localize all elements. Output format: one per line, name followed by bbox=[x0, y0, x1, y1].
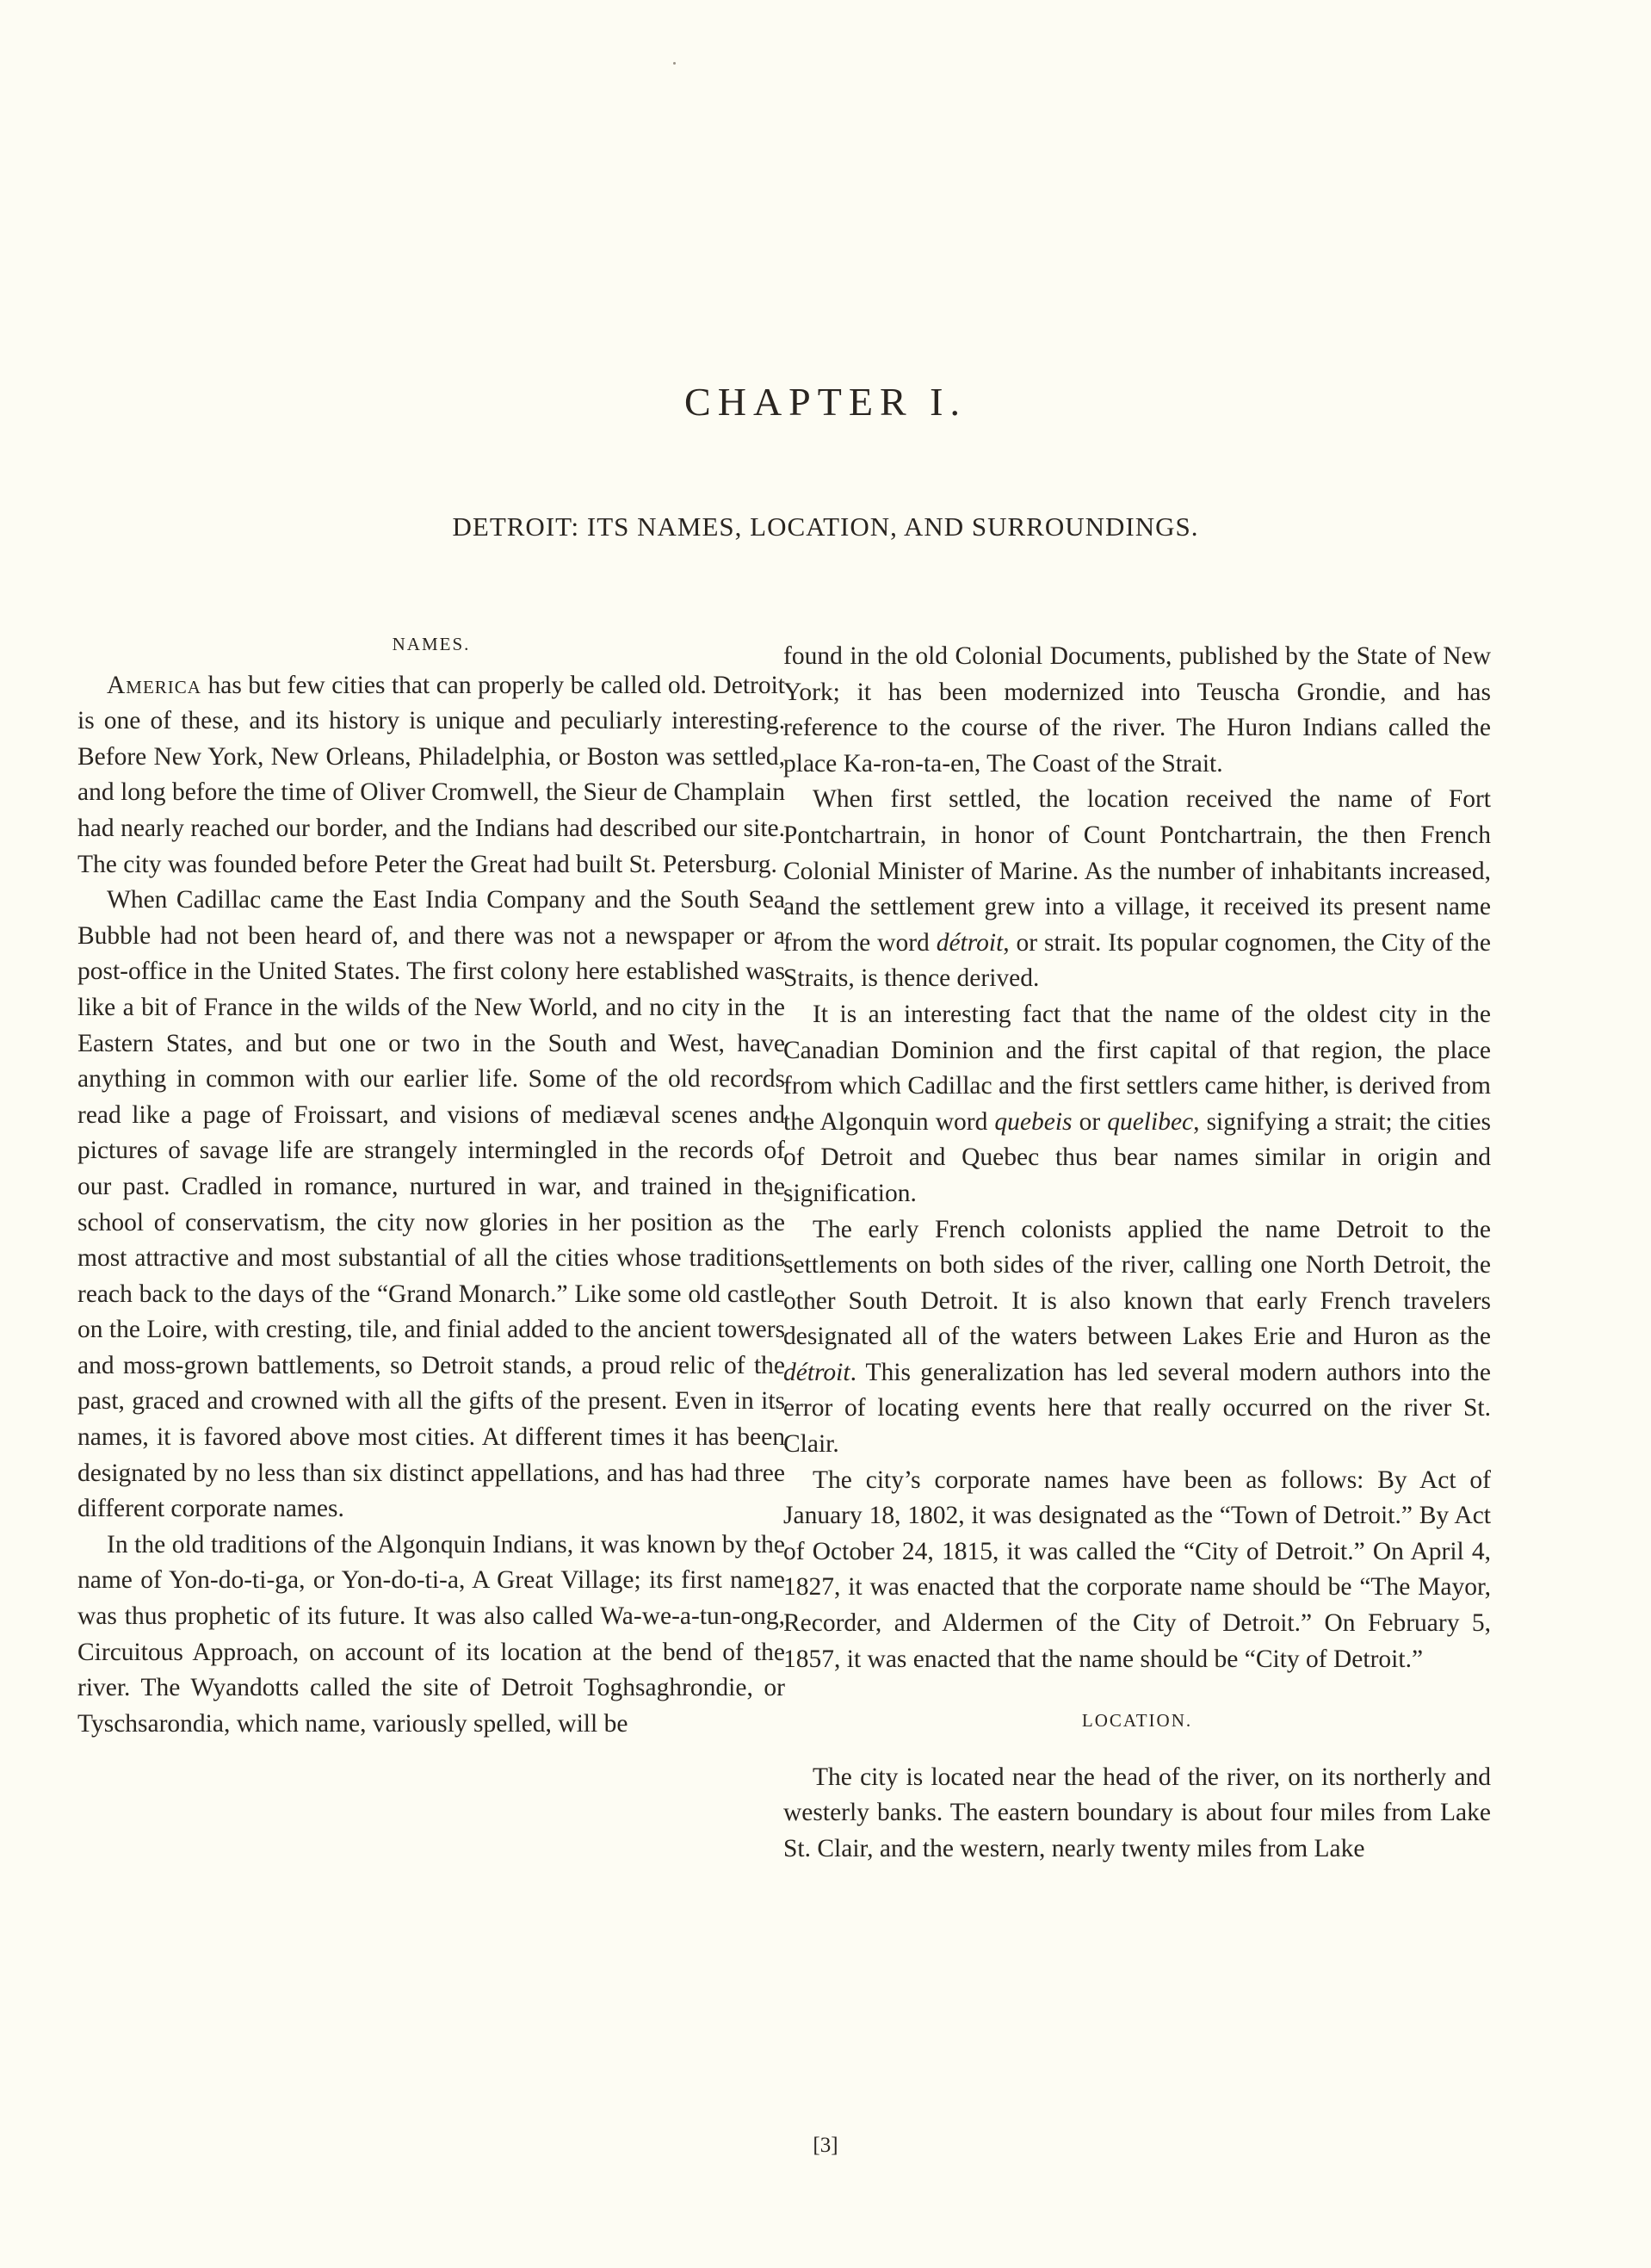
paragraph-text: , signifying a strait; the cities of Detroit and Quebec thus bear names similar in origin and signification. bbox=[783, 1107, 1491, 1207]
paragraph bbox=[783, 997, 1491, 1212]
paragraph bbox=[783, 782, 1491, 997]
paragraph-text: The early French colonists applied the name Detroit to the settlements on both sides of the river, calling one North Detroit, the other South Detroit. It is also known that early French travelers designated all of the waters between Lakes Erie and Huron as the bbox=[783, 1215, 1491, 1351]
page-number: [3] bbox=[813, 2134, 838, 2157]
paragraph: In the old traditions of the Algonquin Indians, it was known by the name of Yon-do-ti-ga, or Yon-do-ti-a, A Great Village; its first name was thus prophetic of its future. It was also called Wa-we-a-tun-ong, Circuitous Approach, on account of its location at the bend of the river. The Wyandotts called the site of Detroit Toghsaghrondie, or Tyschsarondia, which name, variously spelled, will be bbox=[77, 1530, 785, 1738]
paragraph-text: has but few cities that can properly be called old. Detroit is one of these, and its history is unique and peculiarly interesting. Before New York, New Orleans, Philadelphia, or Boston was settled, and long before the time of Oliver Cromwell, the Sieur de Champlain had nearly reached our border, and the Indians had described our site. The city was founded before Peter the Great had built St. Petersburg. bbox=[77, 671, 785, 878]
paragraph: found in the old Colonial Documents, published by the State of New York; it has been modernized into Teuscha Grondie, and has reference to the course of the river. The Huron Indians called the place Ka-ron-ta-en, The Coast of the Strait. bbox=[783, 642, 1491, 778]
italic-term: détroit bbox=[936, 928, 1004, 957]
right-column bbox=[783, 639, 1491, 1868]
paragraph-text: It is an interesting fact that the name of the oldest city in the Canadian Dominion and the first capital of that region, the place from which Cadillac and the first settlers came hither, is derived from the Algonquin word bbox=[783, 1000, 1491, 1136]
chapter-title: CHAPTER I. bbox=[684, 380, 967, 424]
paper-speck bbox=[673, 62, 676, 65]
paragraph bbox=[77, 668, 785, 883]
paragraph-lead: America bbox=[107, 671, 201, 699]
italic-term: détroit bbox=[783, 1358, 850, 1386]
italic-term: quelibec bbox=[1107, 1107, 1194, 1136]
section-heading-location: LOCATION. bbox=[1081, 1710, 1193, 1732]
paragraph: The city is located near the head of the river, on its northerly and westerly banks. The eastern boundary is about four miles from Lake St. Clair, and the western, nearly twenty miles from Lake bbox=[783, 1763, 1491, 1862]
paragraph-text: When first settled, the location received the name of Fort Pontchartrain, in honor of Count Pontchartrain, the then French Colonial Minister of Marine. As the number of inhabitants increased, and the settlement grew into a village, it received its present name from the word bbox=[783, 785, 1491, 957]
chapter-subtitle: DETROIT: ITS NAMES, LOCATION, AND SURROUNDINGS. bbox=[452, 511, 1199, 542]
paragraph: When Cadillac came the East India Company and the South Sea Bubble had not been heard of, and there was not a newspaper or a post-office in the United States. The first colony here established was like a bit of France in the wilds of the New World, and no city in the Eastern States, and but one or two in the South and West, have anything in common with our earlier life. Some of the old records read like a page of Froissart, and visions of mediæval scenes and pictures of savage life are strangely intermingled in the records of our past. Cradled in romance, nurtured in war, and trained in the school of conservatism, the city now glories in her position as the most attractive and most substantial of all the cities whose traditions reach back to the days of the “Grand Monarch.” Like some old castle on the Loire, with cresting, tile, and finial added to the ancient towers and moss-grown battlements, so Detroit stands, a proud relic of the past, graced and crowned with all the gifts of the present. Even in its names, it is favored above most cities. At different times it has been designated by no less than six distinct appellations, and has had three different corporate names. bbox=[77, 886, 785, 1523]
left-column bbox=[77, 627, 785, 1742]
paragraph: The city’s corporate names have been as follows: By Act of January 18, 1802, it was designated as the “Town of Detroit.” By Act of October 24, 1815, it was called the “City of Detroit.” On April 4, 1827, it was enacted that the corporate name should be “The Mayor, Recorder, and Aldermen of the City of Detroit.” On February 5, 1857, it was enacted that the name should be “City of Detroit.” bbox=[783, 1466, 1491, 1673]
paragraph-text: . This generalization has led several modern authors into the error of locating events here that really occurred on the river St. Clair. bbox=[783, 1358, 1491, 1459]
paragraph bbox=[783, 1212, 1491, 1463]
paragraph-text: or bbox=[1072, 1107, 1108, 1136]
section-heading-names: NAMES. bbox=[392, 634, 471, 654]
italic-term: quebeis bbox=[994, 1107, 1073, 1136]
paragraph-text: , or strait. Its popular cognomen, the City of the Straits, is thence derived. bbox=[783, 928, 1491, 993]
